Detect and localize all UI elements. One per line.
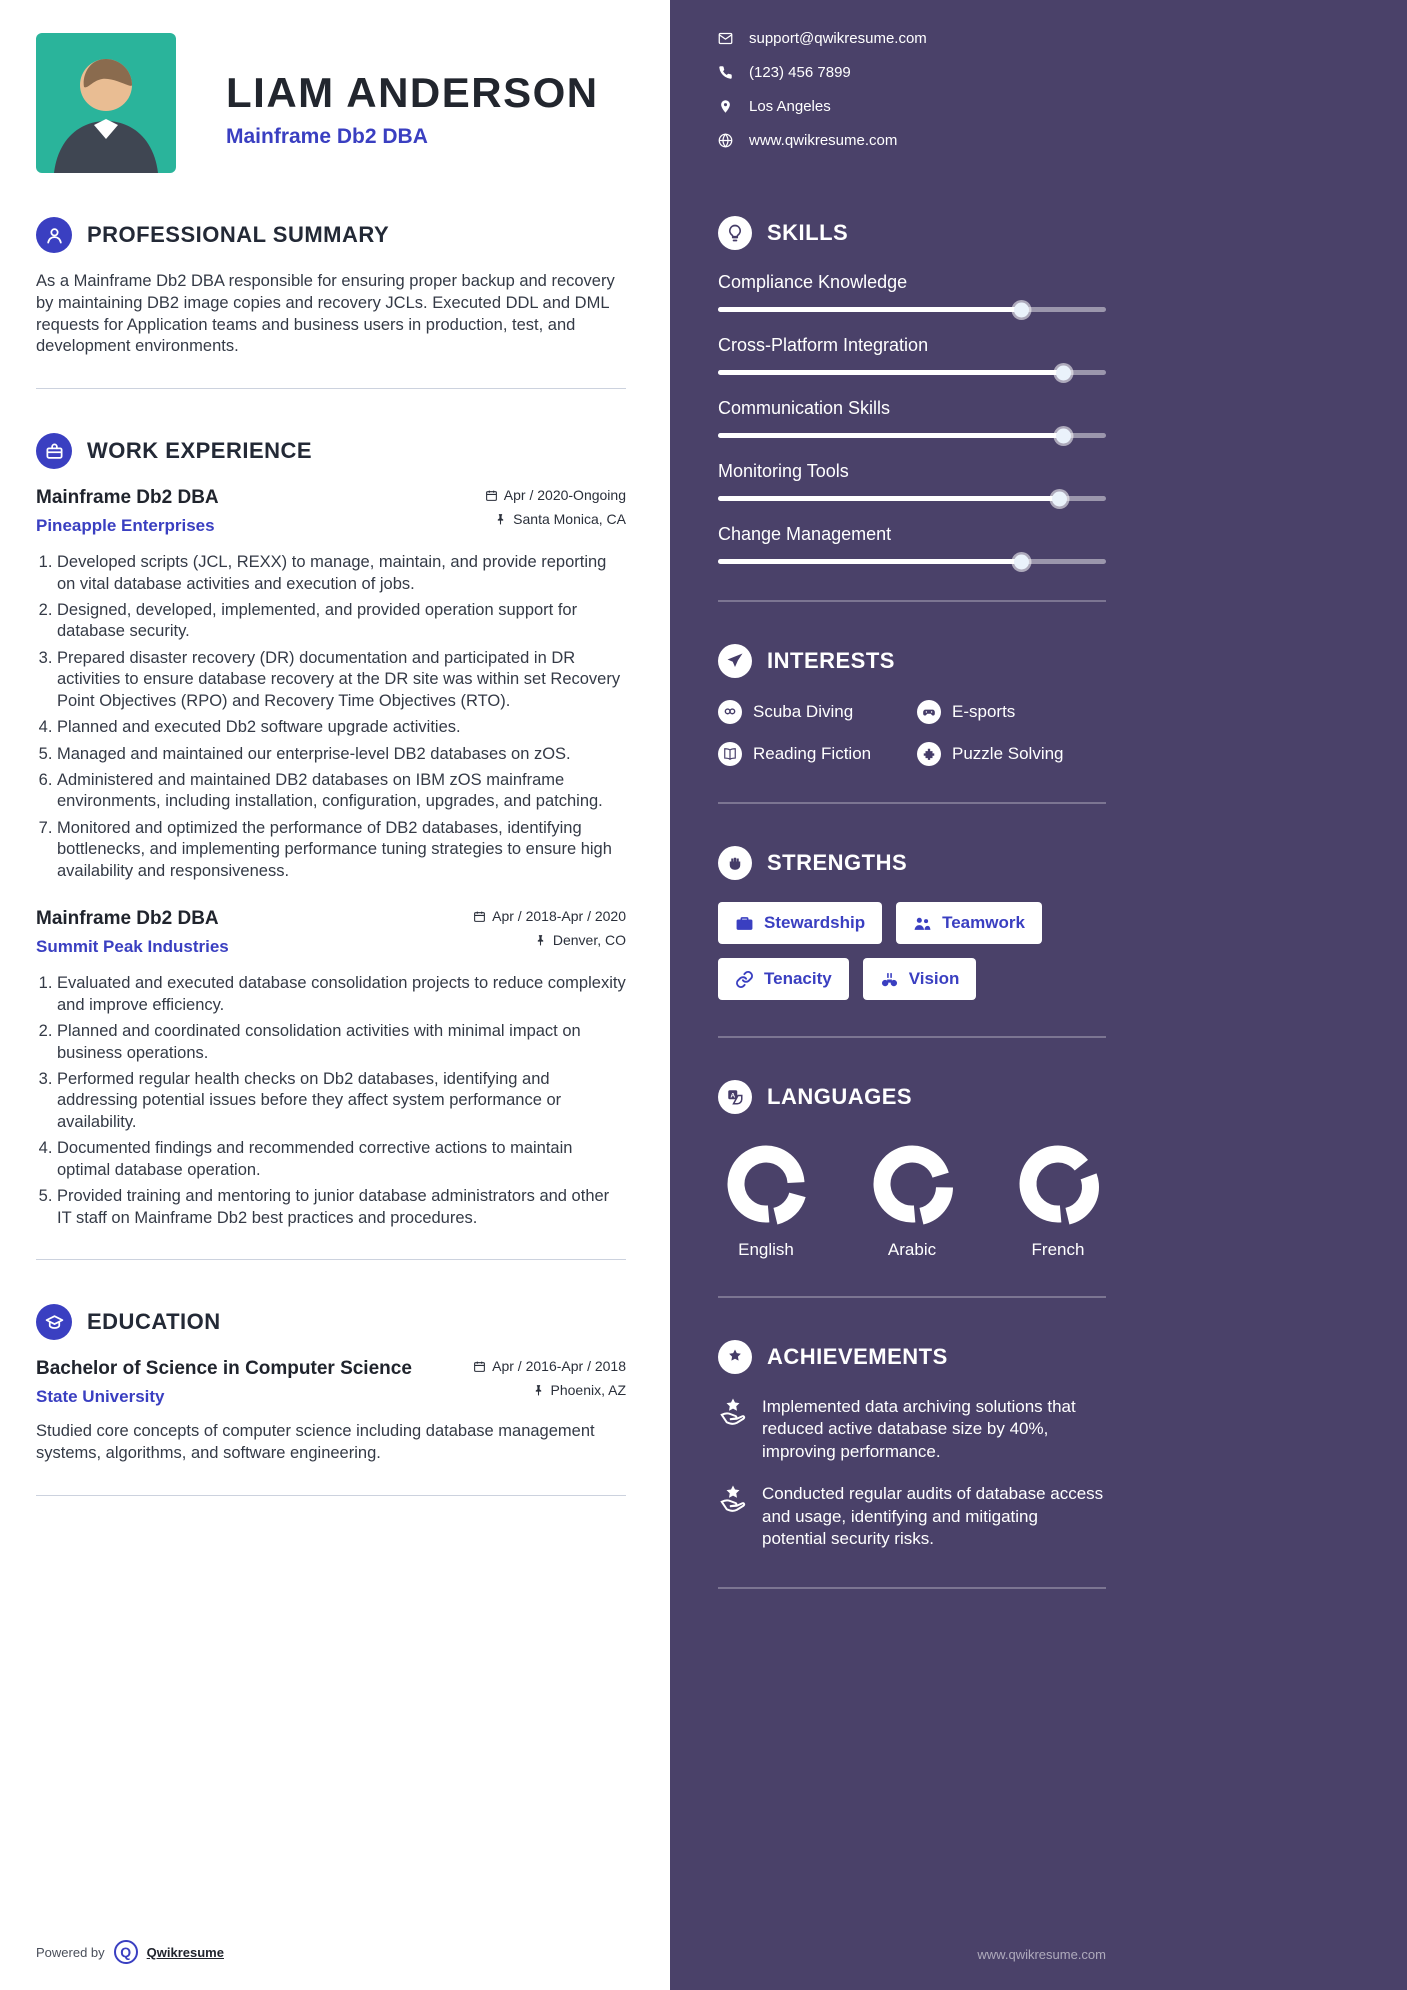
contact-website-row (718, 132, 1106, 149)
sidebar-footer-website: www.qwikresume.com (977, 1947, 1106, 1962)
job-bullet: 3. Prepared disaster recovery (DR) documentation and participated in DR activities to ensure database recovery at the DR site was within set Recovery Point Objectives (RPO) and Recovery Time Objectives (RTO). (57, 648, 626, 712)
languages-section (718, 1080, 1106, 1298)
esports-icon (917, 700, 941, 724)
summary-header (36, 217, 626, 253)
achievement-text: Implemented data archiving solutions that reduced active database size by 40%, improving performance. (762, 1397, 1076, 1461)
skill-label: Communication Skills (718, 398, 891, 418)
skill-label: Change Management (718, 524, 892, 544)
identity-header (36, 33, 626, 173)
interests-heading: INTERESTS (767, 648, 895, 673)
binoculars-icon (880, 970, 899, 989)
profile-photo (36, 33, 176, 173)
strength-label: Stewardship (764, 913, 866, 932)
job-bullet-list (36, 552, 626, 882)
sidebar-divider (718, 1587, 1106, 1589)
sidebar-divider (718, 1296, 1106, 1298)
education-entry (36, 1358, 626, 1465)
strengths-section (718, 846, 1106, 1038)
teamwork-icon (913, 914, 932, 933)
education-dates-row (473, 1358, 626, 1374)
job-titles (36, 487, 219, 536)
contact-website: www.qwikresume.com (749, 132, 898, 149)
experience-heading: WORK EXPERIENCE (87, 438, 313, 464)
school-link: State University (36, 1387, 165, 1406)
sidebar-divider (718, 1036, 1106, 1038)
slider-thumb[interactable] (1014, 554, 1029, 569)
map-pin-icon (718, 99, 733, 114)
language-item (864, 1136, 960, 1260)
section-divider (36, 1259, 626, 1260)
summary-text: As a Mainframe Db2 DBA responsible for ensuring proper backup and recovery by maintaining DB2 image copies and recovery JCLs. Executed DDL and DML requests for Application teams and business users in production, test, and development environments. (36, 272, 615, 356)
skill-item (718, 524, 1106, 564)
briefcase-icon (36, 433, 72, 469)
interest-label: Puzzle Solving (952, 744, 1064, 763)
languages-header (718, 1080, 1106, 1114)
qwikresume-logo-icon: Q (114, 1940, 138, 1964)
education-section (36, 1304, 626, 1496)
interest-item (718, 700, 907, 724)
paper-plane-icon (718, 644, 752, 678)
strength-label: Vision (908, 969, 960, 988)
email-icon (718, 31, 733, 46)
job-dates: Apr / 2020-Ongoing (503, 487, 626, 504)
job-bullet: 2. Planned and coordinated consolidation activities with minimal impact on business operations. (57, 1021, 626, 1064)
job-bullet: 4. Planned and executed Db2 software upgrade activities. (57, 717, 626, 738)
education-meta (473, 1358, 626, 1406)
contact-phone-row (718, 64, 1106, 81)
reading-fiction-icon (718, 742, 742, 766)
fist-icon (718, 846, 752, 880)
job-bullet: 2. Designed, developed, implemented, and provided operation support for database security. (57, 600, 626, 643)
slider-thumb[interactable] (1056, 428, 1071, 443)
svg-text:A: A (730, 1092, 736, 1100)
name-block (226, 33, 599, 149)
main-column (0, 0, 670, 1990)
strength-label: Tenacity (764, 969, 832, 988)
language-label: Arabic (887, 1240, 937, 1259)
strength-chip (896, 902, 1042, 944)
lightbulb-icon (718, 216, 752, 250)
job-bullet: 7. Monitored and optimized the performance of DB2 databases, identifying bottlenecks, and implementing performance tuning strategies to ensure high availability and responsiveness. (57, 818, 626, 882)
globe-icon (718, 133, 733, 148)
education-dates: Apr / 2016-Apr / 2018 (492, 1358, 626, 1374)
job-bullet: 1. Evaluated and executed database consolidation projects to reduce complexity and improve efficiency. (57, 973, 626, 1016)
job-entry (36, 908, 626, 1229)
calendar-icon (485, 489, 498, 502)
education-titles (36, 1358, 412, 1407)
briefcase-icon (735, 914, 754, 933)
education-header (36, 1304, 626, 1340)
achievements-section (718, 1340, 1106, 1589)
contact-email-row (718, 30, 1106, 47)
slider-thumb[interactable] (1014, 302, 1029, 317)
graduation-cap-icon (36, 1304, 72, 1340)
link-icon (735, 970, 754, 989)
pin-icon (532, 1384, 545, 1397)
interest-item (917, 742, 1106, 766)
contact-phone: (123) 456 7899 (749, 64, 851, 81)
job-bullet: 4. Documented findings and recommended corrective actions to maintain optimal database operation. (57, 1138, 626, 1181)
strength-chip (718, 902, 882, 944)
language-label: French (1031, 1240, 1085, 1259)
job-bullet: 1. Developed scripts (JCL, REXX) to manage, maintain, and provide reporting on vital database activities and execution of jobs. (57, 552, 626, 595)
degree: Bachelor of Science in Computer Science (36, 1358, 412, 1379)
achievements-header (718, 1340, 1106, 1374)
candidate-title: Mainframe Db2 DBA (226, 125, 428, 148)
skill-item (718, 272, 1106, 312)
job-company-link: Pineapple Enterprises (36, 516, 215, 536)
job-entry (36, 487, 626, 882)
job-location-row (473, 932, 626, 948)
strengths-header (718, 846, 1106, 880)
job-titles (36, 908, 229, 957)
achievement-item (718, 1396, 1106, 1463)
languages-heading: LANGUAGES (767, 1084, 913, 1109)
person-icon (36, 217, 72, 253)
language-label: English (738, 1240, 794, 1259)
skill-slider[interactable] (718, 496, 1106, 501)
skill-item (718, 398, 1106, 438)
candidate-name: LIAM ANDERSON (226, 69, 599, 116)
strength-grid (718, 902, 1106, 1000)
slider-thumb[interactable] (1056, 365, 1071, 380)
job-meta (485, 487, 626, 535)
job-meta (473, 908, 626, 956)
achievement-item (718, 1483, 1106, 1550)
skills-heading: SKILLS (767, 220, 849, 245)
interest-label: E-sports (952, 702, 1016, 721)
skill-item (718, 335, 1106, 375)
skills-section (718, 216, 1106, 602)
education-entry-header (36, 1358, 626, 1407)
sidebar-column (670, 0, 1407, 1990)
hand-star-icon (718, 1396, 748, 1426)
language-donut-chart (864, 1136, 960, 1232)
job-bullet: 5. Provided training and mentoring to junior database administrators and other IT staff on Mainframe Db2 best practices and procedures. (57, 1186, 626, 1229)
education-description: Studied core concepts of computer science including database management systems, algorithms, and software engineering. (36, 1422, 595, 1462)
section-divider (36, 1495, 626, 1496)
job-location-row (485, 511, 626, 527)
skill-slider[interactable] (718, 433, 1106, 438)
job-company-link: Summit Peak Industries (36, 937, 229, 957)
qwikresume-link[interactable]: Qwikresume (146, 1944, 224, 1960)
job-title: Mainframe Db2 DBA (36, 487, 219, 509)
puzzle-solving-icon (917, 742, 941, 766)
interest-label: Scuba Diving (753, 702, 854, 721)
sidebar-divider (718, 802, 1106, 804)
interests-section (718, 644, 1106, 804)
section-divider (36, 388, 626, 389)
job-header (36, 487, 626, 536)
job-location: Santa Monica, CA (513, 511, 626, 528)
skill-slider[interactable] (718, 559, 1106, 564)
job-header (36, 908, 626, 957)
phone-icon (718, 65, 733, 80)
strengths-heading: STRENGTHS (767, 850, 908, 875)
calendar-icon (473, 910, 486, 923)
strength-label: Teamwork (942, 913, 1025, 932)
summary-heading: PROFESSIONAL SUMMARY (87, 222, 390, 247)
interest-grid (718, 700, 1106, 766)
slider-thumb[interactable] (1052, 491, 1067, 506)
interest-label: Reading Fiction (753, 744, 872, 763)
translate-icon (718, 1080, 752, 1114)
calendar-icon (473, 1360, 486, 1373)
language-row (718, 1136, 1106, 1260)
job-bullet: 3. Performed regular health checks on Db2 databases, identifying and addressing potential issues before they affect system performance or availability. (57, 1069, 626, 1133)
job-bullet-list (36, 973, 626, 1229)
strength-chip (718, 958, 849, 1000)
contact-email: support@qwikresume.com (749, 30, 927, 47)
skill-slider[interactable] (718, 307, 1106, 312)
interest-item (917, 700, 1106, 724)
achievements-heading: ACHIEVEMENTS (767, 1344, 948, 1369)
job-dates: Apr / 2018-Apr / 2020 (492, 908, 626, 925)
language-item (1010, 1136, 1106, 1260)
pin-icon (494, 513, 507, 526)
education-location-row (473, 1382, 626, 1398)
job-dates-row (473, 908, 626, 924)
strength-chip (863, 958, 977, 1000)
education-heading: EDUCATION (87, 1309, 221, 1334)
job-bullet: 6. Administered and maintained DB2 databases on IBM zOS mainframe environments, including installation, configuration, upgrades, and patching. (57, 770, 626, 813)
language-item (718, 1136, 814, 1260)
contact-location-row (718, 98, 1106, 115)
summary-section (36, 217, 626, 389)
contact-location: Los Angeles (749, 98, 831, 115)
job-dates-row (485, 487, 626, 503)
hand-star-icon (718, 1483, 748, 1513)
contact-block (718, 30, 1106, 166)
skills-header (718, 216, 1106, 250)
language-donut-chart (718, 1136, 814, 1232)
medal-icon (718, 1340, 752, 1374)
sidebar-divider (718, 600, 1106, 602)
skill-item (718, 461, 1106, 501)
job-bullet: 5. Managed and maintained our enterprise-level DB2 databases on zOS. (57, 744, 626, 765)
scuba-diving-icon (718, 700, 742, 724)
language-donut-chart (1010, 1136, 1106, 1232)
skill-label: Monitoring Tools (718, 461, 849, 481)
interest-item (718, 742, 907, 766)
pin-icon (534, 934, 547, 947)
interests-header (718, 644, 1106, 678)
job-title: Mainframe Db2 DBA (36, 908, 219, 930)
experience-header (36, 433, 626, 469)
skill-slider[interactable] (718, 370, 1106, 375)
experience-section (36, 433, 626, 1260)
powered-by-label: Powered by (36, 1944, 105, 1960)
education-location: Phoenix, AZ (550, 1382, 626, 1398)
powered-by-footer (36, 1940, 626, 1964)
skill-label: Compliance Knowledge (718, 272, 908, 292)
skill-label: Cross-Platform Integration (718, 335, 929, 355)
achievement-text: Conducted regular audits of database access and usage, identifying and mitigating potential security risks. (762, 1484, 1104, 1549)
job-location: Denver, CO (552, 932, 626, 949)
